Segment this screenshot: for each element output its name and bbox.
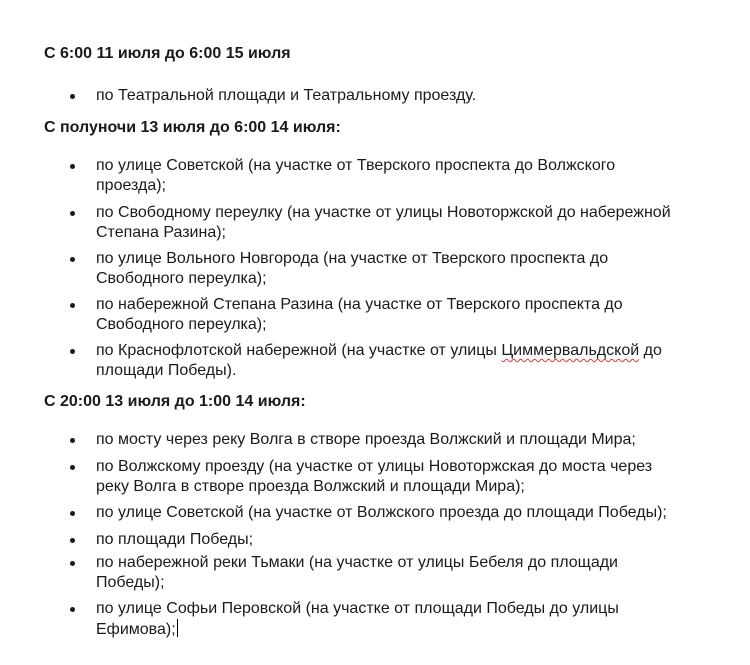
list-item: по Волжскому проезду (на участке от улицы Новоторжская до моста через реку Волга в створе проезда Волжский и площади Мира); <box>96 458 653 495</box>
text-cursor <box>177 619 178 637</box>
bullet-icon <box>70 303 75 308</box>
bullet-icon <box>70 561 75 566</box>
bullet-icon <box>70 211 75 216</box>
list-item: по набережной Степана Разина (на участке от Тверского проспекта до Свободного переулка); <box>96 296 623 333</box>
bullet-icon <box>70 607 75 612</box>
list-item: по улице Вольного Новгорода (на участке от Тверского проспекта до Свободного переулка); <box>96 250 609 287</box>
section-2-heading: С полуночи 13 июля до 6:00 14 июля: <box>44 119 341 136</box>
list-item: по улице Советской (на участке от Тверского проспекта до Волжского проезда); <box>96 157 616 194</box>
bullet-icon <box>70 349 75 354</box>
bullet-icon <box>70 538 75 543</box>
list-item: по мосту через реку Волга в створе проезда Волжский и площади Мира; <box>96 431 636 448</box>
bullet-icon <box>70 465 75 470</box>
section-1-heading: С 6:00 11 июля до 6:00 15 июля <box>44 45 291 62</box>
list-item: по набережной реки Тьмаки (на участке от улицы Бебеля до площади Победы); <box>96 554 618 591</box>
section-3-heading: С 20:00 13 июля до 1:00 14 июля: <box>44 393 306 410</box>
list-item: по Театральной площади и Театральному проезду. <box>96 87 477 104</box>
bullet-icon <box>70 438 75 443</box>
bullet-icon <box>70 511 75 516</box>
list-item: по Краснофлотской набережной (на участке от улицы Циммервальдской до площади Победы). <box>96 342 662 379</box>
list-item: по Свободному переулку (на участке от улицы Новоторжской до набережной Степана Разина); <box>96 204 671 241</box>
bullet-icon <box>70 164 75 169</box>
bullet-icon <box>70 94 75 99</box>
list-item: по улице Советской (на участке от Волжского проезда до площади Победы); <box>96 504 667 521</box>
spellcheck-flagged-word[interactable]: Циммервальдской <box>501 342 640 359</box>
list-item: по улице Софьи Перовской (на участке от площади Победы до улицы Ефимова); <box>96 600 619 638</box>
list-item: по площади Победы; <box>96 531 254 548</box>
bullet-icon <box>70 257 75 262</box>
